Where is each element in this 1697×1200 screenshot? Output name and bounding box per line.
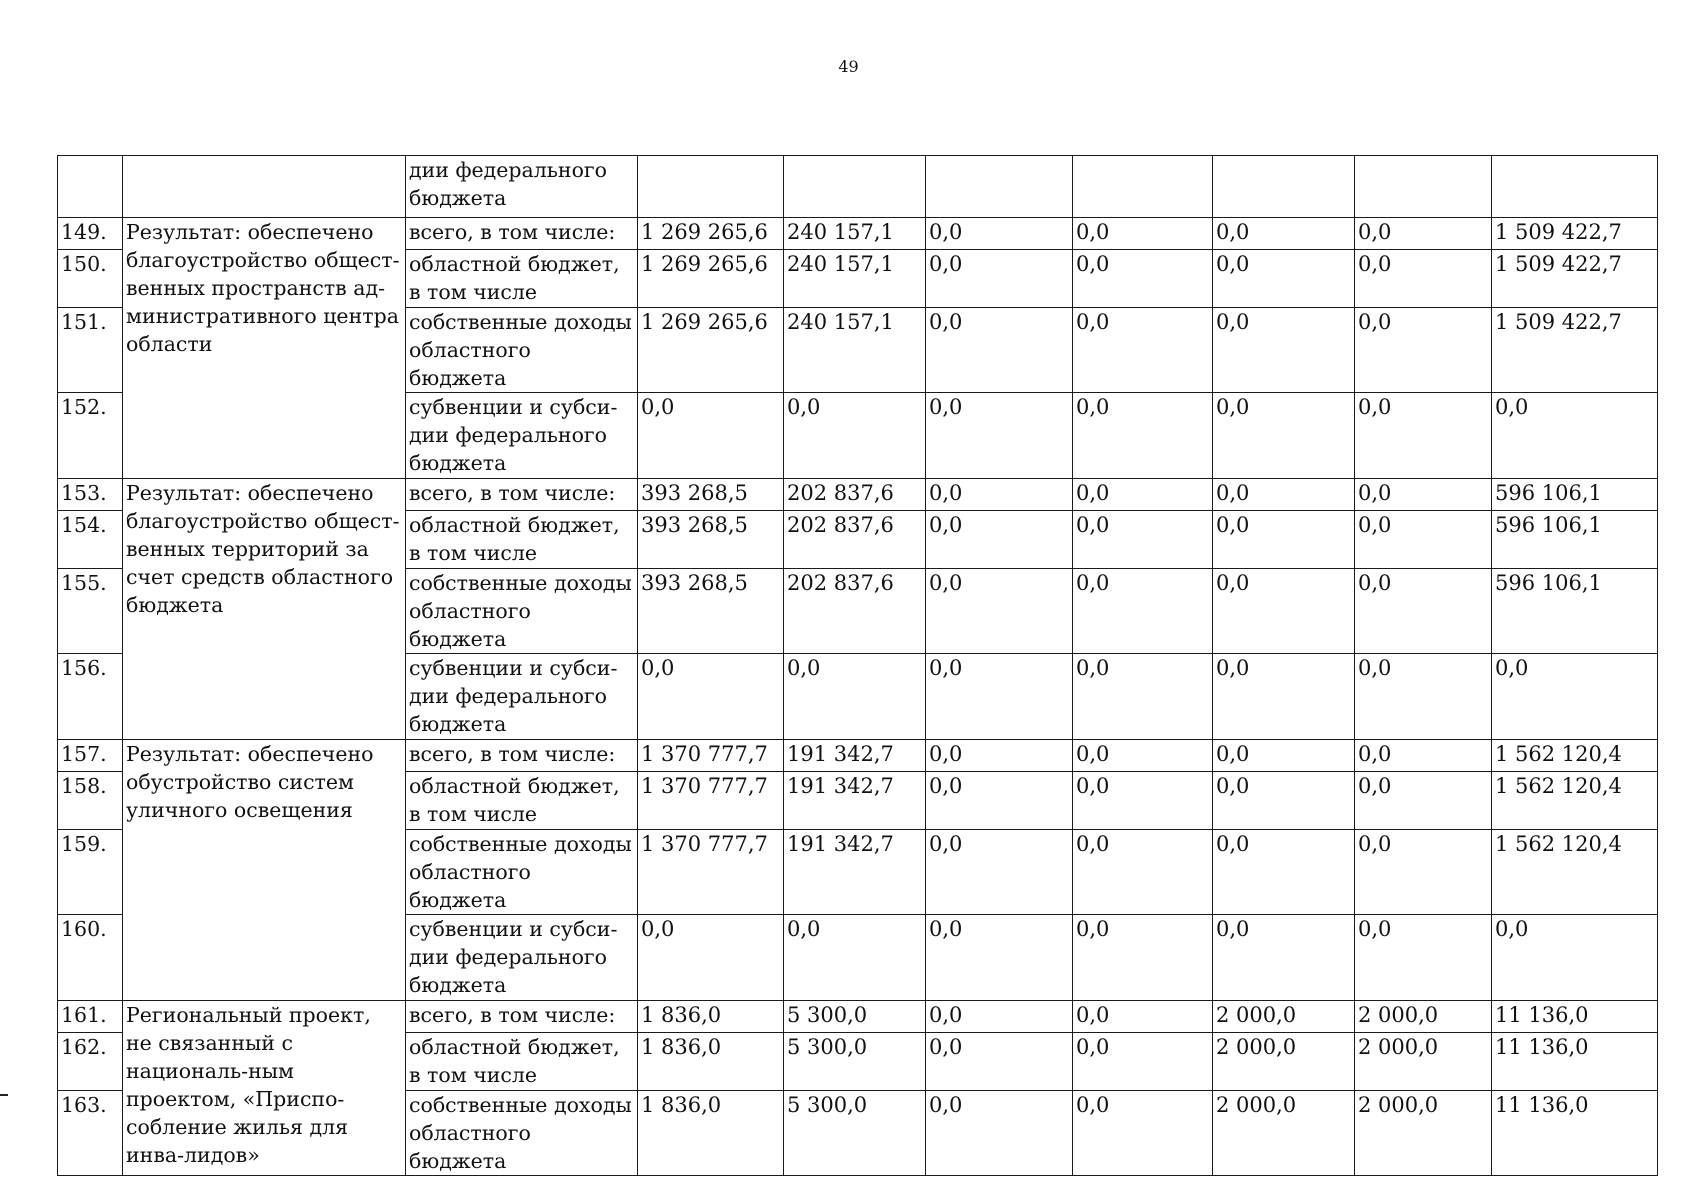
- value-cell: 1 269 265,6: [638, 308, 784, 393]
- table-row: [58, 156, 1658, 218]
- funding-source-cell: субвенции и субси-дии федерального бюджета: [406, 393, 638, 479]
- row-number-cell: 163.: [58, 1091, 123, 1176]
- row-number-cell: 161.: [58, 1001, 123, 1033]
- value-cell: 0,0: [1213, 218, 1355, 250]
- row-number-cell: 153.: [58, 479, 123, 511]
- row-number-cell: 154.: [58, 511, 123, 569]
- total-value-cell: 0,0: [1492, 393, 1658, 479]
- total-value-cell: 1 562 120,4: [1492, 830, 1658, 915]
- value-cell: 0,0: [638, 393, 784, 479]
- value-cell: 0,0: [784, 393, 926, 479]
- result-description-cell: Результат: обеспечено благоустройство общест-венных пространств ад-министративного центра области: [123, 218, 406, 479]
- empty-cell: [784, 156, 926, 218]
- funding-source-cell: всего, в том числе:: [406, 218, 638, 250]
- total-value-cell: 11 136,0: [1492, 1033, 1658, 1091]
- value-cell: 1 370 777,7: [638, 740, 784, 772]
- value-cell: 0,0: [1213, 569, 1355, 654]
- total-value-cell: 1 562 120,4: [1492, 772, 1658, 830]
- value-cell: 191 342,7: [784, 772, 926, 830]
- value-cell: 0,0: [926, 250, 1073, 308]
- value-cell: 2 000,0: [1355, 1091, 1492, 1176]
- empty-cell: [638, 156, 784, 218]
- value-cell: 0,0: [638, 654, 784, 740]
- value-cell: 0,0: [926, 772, 1073, 830]
- value-cell: 0,0: [926, 830, 1073, 915]
- empty-cell: [1073, 156, 1213, 218]
- funding-source-cell: областной бюджет, в том числе: [406, 511, 638, 569]
- value-cell: 1 836,0: [638, 1001, 784, 1033]
- value-cell: 202 837,6: [784, 479, 926, 511]
- value-cell: 0,0: [926, 218, 1073, 250]
- empty-cell: [1492, 156, 1658, 218]
- total-value-cell: 1 509 422,7: [1492, 250, 1658, 308]
- empty-cell: [1213, 156, 1355, 218]
- value-cell: 0,0: [1213, 740, 1355, 772]
- empty-cell: [1355, 156, 1492, 218]
- value-cell: 0,0: [926, 740, 1073, 772]
- empty-cell: [926, 156, 1073, 218]
- value-cell: 0,0: [1213, 915, 1355, 1001]
- value-cell: 1 269 265,6: [638, 218, 784, 250]
- value-cell: 0,0: [1213, 772, 1355, 830]
- value-cell: 5 300,0: [784, 1091, 926, 1176]
- value-cell: 5 300,0: [784, 1033, 926, 1091]
- value-cell: 0,0: [926, 511, 1073, 569]
- total-value-cell: 11 136,0: [1492, 1091, 1658, 1176]
- value-cell: 0,0: [1213, 308, 1355, 393]
- value-cell: 0,0: [1073, 654, 1213, 740]
- row-number-cell: 150.: [58, 250, 123, 308]
- value-cell: 0,0: [1073, 1091, 1213, 1176]
- row-number-cell: 152.: [58, 393, 123, 479]
- row-number-cell: 157.: [58, 740, 123, 772]
- value-cell: 0,0: [638, 915, 784, 1001]
- value-cell: 0,0: [926, 654, 1073, 740]
- value-cell: 191 342,7: [784, 830, 926, 915]
- value-cell: 0,0: [1355, 915, 1492, 1001]
- value-cell: 0,0: [1213, 393, 1355, 479]
- funding-source-cell: всего, в том числе:: [406, 1001, 638, 1033]
- value-cell: 0,0: [1073, 569, 1213, 654]
- value-cell: 0,0: [1073, 830, 1213, 915]
- value-cell: 0,0: [1073, 772, 1213, 830]
- value-cell: 0,0: [784, 654, 926, 740]
- value-cell: 0,0: [1355, 772, 1492, 830]
- value-cell: 191 342,7: [784, 740, 926, 772]
- funding-source-cell: всего, в том числе:: [406, 740, 638, 772]
- value-cell: 0,0: [926, 308, 1073, 393]
- value-cell: 0,0: [1213, 830, 1355, 915]
- value-cell: 393 268,5: [638, 569, 784, 654]
- row-number-cell: 162.: [58, 1033, 123, 1091]
- value-cell: 2 000,0: [1355, 1001, 1492, 1033]
- funding-source-cell: дии федерального бюджета: [406, 156, 638, 218]
- row-number-cell: 158.: [58, 772, 123, 830]
- total-value-cell: 1 562 120,4: [1492, 740, 1658, 772]
- total-value-cell: 0,0: [1492, 915, 1658, 1001]
- row-number-cell: 149.: [58, 218, 123, 250]
- page-number: 49: [838, 57, 859, 76]
- table-row: [58, 1001, 1658, 1033]
- funding-source-cell: областной бюджет, в том числе: [406, 250, 638, 308]
- value-cell: 5 300,0: [784, 1001, 926, 1033]
- value-cell: 1 836,0: [638, 1033, 784, 1091]
- funding-source-cell: областной бюджет, в том числе: [406, 1033, 638, 1091]
- value-cell: 0,0: [1355, 479, 1492, 511]
- value-cell: 0,0: [1073, 740, 1213, 772]
- table-body: [58, 156, 1658, 1176]
- value-cell: 0,0: [1355, 654, 1492, 740]
- funding-source-cell: всего, в том числе:: [406, 479, 638, 511]
- value-cell: 0,0: [1355, 569, 1492, 654]
- value-cell: 1 836,0: [638, 1091, 784, 1176]
- value-cell: 0,0: [926, 915, 1073, 1001]
- value-cell: 0,0: [1355, 511, 1492, 569]
- row-number-cell: 151.: [58, 308, 123, 393]
- row-number-cell: 155.: [58, 569, 123, 654]
- value-cell: 0,0: [1213, 479, 1355, 511]
- margin-mark: [0, 1094, 8, 1096]
- value-cell: 0,0: [1355, 308, 1492, 393]
- result-description-cell: Региональный проект, не связанный с националь-ным проектом, «Приспо-собление жилья для инва-лидов»: [123, 1001, 406, 1176]
- value-cell: 2 000,0: [1213, 1091, 1355, 1176]
- value-cell: 0,0: [784, 915, 926, 1001]
- funding-source-cell: собственные доходы областного бюджета: [406, 308, 638, 393]
- total-value-cell: 596 106,1: [1492, 479, 1658, 511]
- table-row: [58, 218, 1658, 250]
- total-value-cell: 11 136,0: [1492, 1001, 1658, 1033]
- value-cell: 240 157,1: [784, 250, 926, 308]
- value-cell: 0,0: [1355, 830, 1492, 915]
- funding-source-cell: субвенции и субси-дии федерального бюджета: [406, 654, 638, 740]
- value-cell: 0,0: [1073, 915, 1213, 1001]
- value-cell: 2 000,0: [1213, 1001, 1355, 1033]
- budget-table: [57, 155, 1658, 1176]
- value-cell: 0,0: [1213, 511, 1355, 569]
- value-cell: 0,0: [1073, 1033, 1213, 1091]
- total-value-cell: 596 106,1: [1492, 569, 1658, 654]
- total-value-cell: 1 509 422,7: [1492, 308, 1658, 393]
- value-cell: 0,0: [926, 1091, 1073, 1176]
- empty-cell: [58, 156, 123, 218]
- funding-source-cell: собственные доходы областного бюджета: [406, 1091, 638, 1176]
- funding-source-cell: субвенции и субси-дии федерального бюджета: [406, 915, 638, 1001]
- value-cell: 393 268,5: [638, 511, 784, 569]
- value-cell: 0,0: [1073, 1001, 1213, 1033]
- value-cell: 0,0: [926, 393, 1073, 479]
- funding-source-cell: собственные доходы областного бюджета: [406, 830, 638, 915]
- funding-source-cell: областной бюджет, в том числе: [406, 772, 638, 830]
- value-cell: 0,0: [926, 1001, 1073, 1033]
- value-cell: 2 000,0: [1213, 1033, 1355, 1091]
- value-cell: 0,0: [1073, 393, 1213, 479]
- row-number-cell: 156.: [58, 654, 123, 740]
- value-cell: 1 370 777,7: [638, 772, 784, 830]
- value-cell: 0,0: [1073, 250, 1213, 308]
- value-cell: 0,0: [1213, 250, 1355, 308]
- table-row: [58, 479, 1658, 511]
- result-description-cell: Результат: обеспечено благоустройство общест-венных территорий за счет средств областного бюджета: [123, 479, 406, 740]
- value-cell: 0,0: [1073, 479, 1213, 511]
- value-cell: 0,0: [1213, 654, 1355, 740]
- result-description-cell: Результат: обеспечено обустройство систем уличного освещения: [123, 740, 406, 1001]
- value-cell: 0,0: [1073, 308, 1213, 393]
- value-cell: 393 268,5: [638, 479, 784, 511]
- table-row: [58, 740, 1658, 772]
- value-cell: 1 370 777,7: [638, 830, 784, 915]
- value-cell: 0,0: [1073, 511, 1213, 569]
- value-cell: 0,0: [1355, 250, 1492, 308]
- value-cell: 0,0: [1355, 393, 1492, 479]
- total-value-cell: 596 106,1: [1492, 511, 1658, 569]
- total-value-cell: 0,0: [1492, 654, 1658, 740]
- value-cell: 240 157,1: [784, 218, 926, 250]
- value-cell: 0,0: [926, 569, 1073, 654]
- value-cell: 0,0: [1355, 218, 1492, 250]
- row-number-cell: 159.: [58, 830, 123, 915]
- value-cell: 1 269 265,6: [638, 250, 784, 308]
- total-value-cell: 1 509 422,7: [1492, 218, 1658, 250]
- value-cell: 240 157,1: [784, 308, 926, 393]
- row-number-cell: 160.: [58, 915, 123, 1001]
- value-cell: 0,0: [1073, 218, 1213, 250]
- value-cell: 0,0: [1355, 740, 1492, 772]
- value-cell: 0,0: [926, 479, 1073, 511]
- funding-source-cell: собственные доходы областного бюджета: [406, 569, 638, 654]
- value-cell: 202 837,6: [784, 511, 926, 569]
- value-cell: 202 837,6: [784, 569, 926, 654]
- value-cell: 2 000,0: [1355, 1033, 1492, 1091]
- empty-cell: [123, 156, 406, 218]
- value-cell: 0,0: [926, 1033, 1073, 1091]
